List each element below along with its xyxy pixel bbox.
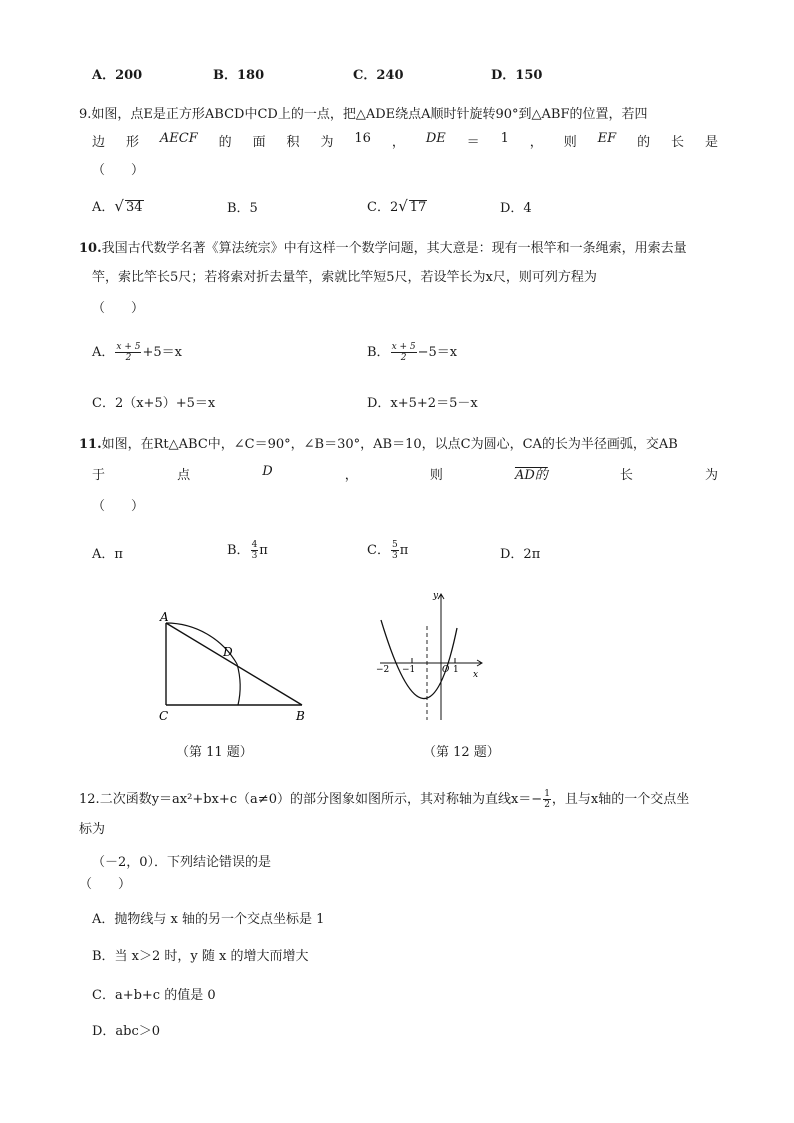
q10-option-b-label: B． (367, 345, 390, 360)
q9-word: AECF (159, 131, 198, 146)
q10-option-a-rest: +5＝x (142, 345, 182, 360)
label-b: B (296, 709, 305, 723)
q9-option-a-radicand: 34 (125, 200, 143, 215)
q9-word: 积 (286, 135, 300, 150)
q11-word: 为 (704, 468, 718, 483)
q11-word: 点 (177, 468, 191, 483)
q12-stem-line3: （－2，0）．下列结论错误的是 (92, 855, 272, 870)
q9-word: 则 (563, 135, 577, 150)
q9-word: 是 (704, 135, 718, 150)
q9-word: 1 (500, 131, 509, 146)
q9-line1 (79, 103, 648, 122)
q10-option-b-numerator: x + 5 (391, 342, 416, 352)
x-axis-label: x (473, 670, 479, 680)
q12-axis-numerator: 1 (544, 789, 550, 799)
q10-option-c: C．2（x+5）+5＝x (92, 396, 216, 411)
q9-word: ， (391, 135, 405, 150)
arc-extension (237, 664, 240, 705)
label-a: A (160, 610, 169, 624)
q9-word: EF (597, 131, 617, 146)
q9-option-c-radicand: 17 (409, 200, 427, 215)
q9-word: 长 (671, 135, 685, 150)
q11-option-b-rest: π (259, 543, 268, 558)
q8-option-a: A．200 (92, 68, 143, 83)
q9-word: 的 (218, 135, 232, 150)
q9-option-a-label: A． (92, 200, 115, 215)
q9-word: 形 (125, 135, 139, 150)
q12-option-a: A．抛物线与 x 轴的另一个交点坐标是 1 (92, 912, 325, 927)
q11-line2 (92, 464, 718, 483)
q9-word: 16 (354, 131, 371, 146)
q11-word: 则 (429, 468, 443, 483)
q8-option-d: D．150 (491, 68, 543, 83)
q9-stem-line1: 如图，点E是正方形ABCD中CD上的一点，把△ADE绕点A顺时针旋转90°到△ABF的位置，若四 (91, 107, 648, 122)
q11-word: 于 (92, 468, 106, 483)
q11-word: 长 (619, 468, 633, 483)
q11-answer-bracket: （ ） (92, 499, 145, 514)
tick-label-1: 1 (453, 665, 459, 675)
q11-option-b-denominator: 3 (251, 551, 258, 561)
q11-option-b (227, 539, 268, 561)
q9-word: DE (425, 131, 446, 146)
q9-word: 的 (637, 135, 651, 150)
figure-12-parabola (372, 588, 487, 723)
q8-option-b: B．180 (213, 68, 265, 83)
q9-option-d: D．4 (500, 201, 532, 216)
q11-option-c-numerator: 5 (391, 540, 398, 550)
figure-11-caption: （第 11 题） (176, 745, 253, 760)
figure-12-caption: （第 12 题） (423, 745, 500, 760)
q10-answer-bracket: （ ） (92, 301, 145, 316)
q11-option-b-numerator: 4 (251, 540, 258, 550)
q12-line1 (79, 788, 689, 810)
q11-option-c (367, 539, 408, 561)
q11-number: 11. (79, 437, 102, 452)
q8-option-c: C．240 (353, 68, 404, 83)
q10-option-a (92, 341, 182, 363)
label-d: D (223, 645, 233, 659)
q9-word: 为 (320, 135, 334, 150)
q12-option-c: C．a+b+c 的值是 0 (92, 988, 216, 1003)
q9-number: 9. (79, 107, 92, 122)
q9-option-a: A．√ 34 (92, 197, 143, 215)
q12-stem-line1-b: ，且与x轴的一个交点坐 (551, 792, 690, 807)
q9-answer-bracket: （ ） (92, 163, 145, 178)
tick-label-neg2: −2 (376, 665, 390, 675)
q9-word: ， (529, 135, 543, 150)
q9-word: 面 (252, 135, 266, 150)
q12-axis-denominator: 2 (544, 800, 550, 810)
q10-stem-line2: 竿，索比竿长5尺；若将索对折去量竿，索就比竿短5尺，若设竿长为x尺，则可列方程为 (92, 270, 597, 285)
q10-option-a-denominator: 2 (125, 353, 132, 363)
origin-label: O (442, 665, 450, 675)
q10-option-a-numerator: x + 5 (116, 342, 141, 352)
q11-option-c-label: C． (367, 543, 390, 558)
q10-number: 10. (79, 241, 102, 256)
q10-option-b-rest: −5＝x (417, 345, 458, 360)
q11-option-d: D．2π (500, 547, 541, 562)
q12-option-b: B．当 x＞2 时，y 随 x 的增大而增大 (92, 949, 309, 964)
q11-option-c-denominator: 3 (391, 551, 398, 561)
q11-option-a: A．π (92, 547, 123, 562)
q12-option-d: D．abc＞0 (92, 1024, 161, 1039)
q12-stem-line2: 标为 (79, 822, 106, 837)
q9-option-c-label: C．2 (367, 200, 399, 215)
q9-word: ＝ (466, 135, 480, 150)
q11-line1 (79, 433, 678, 452)
parabola-curve (381, 620, 457, 699)
q12-number: 12. (79, 792, 100, 807)
q9-option-c: C．2√ 17 (367, 197, 427, 215)
side-ab (166, 623, 302, 705)
tick-label-neg1: −1 (402, 665, 416, 675)
q10-option-d: D．x+5+2＝5－x (367, 396, 478, 411)
q10-line1 (79, 237, 687, 256)
y-axis-label: y (433, 591, 439, 601)
label-c: C (159, 709, 169, 723)
q9-line2 (92, 131, 718, 150)
q10-stem-line1: 我国古代数学名著《算法统宗》中有这样一个数学问题，其大意是：现有一根竿和一条绳索，用索去量 (101, 241, 687, 256)
q9-option-b: B．5 (227, 201, 258, 216)
q11-word-arc-ad: AD的 (514, 468, 548, 483)
q11-option-b-label: B． (227, 543, 250, 558)
q9-word: 边 (92, 135, 106, 150)
figure-11-triangle (150, 605, 320, 730)
q10-option-b-denominator: 2 (400, 353, 407, 363)
q11-stem-line1: 如图，在Rt△ABC中，∠C＝90°，∠B＝30°，AB＝10，以点C为圆心，CA的长为半径画弧，交AB (101, 437, 678, 452)
q10-option-b (367, 341, 457, 363)
q11-option-c-rest: π (399, 543, 409, 558)
q12-stem-line1-a: 二次函数y＝ax²+bx+c（a≠0）的部分图象如图所示，其对称轴为直线x＝− (99, 792, 543, 807)
q12-answer-bracket: （ ） (79, 877, 132, 892)
q11-word: D (262, 464, 273, 479)
q11-word: ， (344, 468, 358, 483)
q10-option-a-label: A． (92, 345, 115, 360)
